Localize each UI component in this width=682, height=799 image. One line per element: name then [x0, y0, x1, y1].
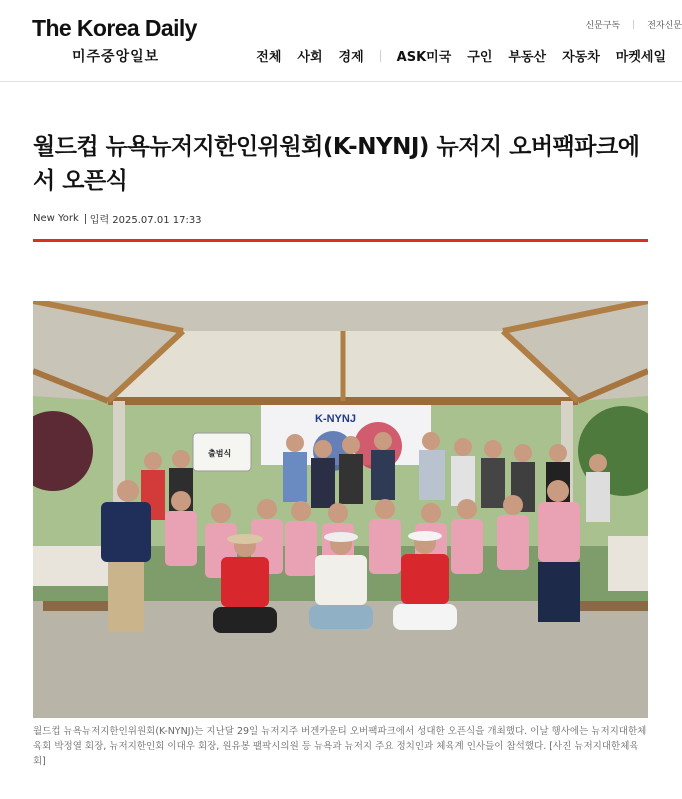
picnic-table	[608, 536, 648, 591]
article-published: 입력 2025.07.01 17:33	[89, 215, 202, 226]
nav-item-ask[interactable]: ASK미국	[396, 50, 452, 65]
group-photo-illustration	[33, 301, 648, 718]
nav-item-real-estate[interactable]: 부동산	[508, 50, 547, 65]
subscribe-link[interactable]: 신문구독	[585, 21, 621, 31]
article-location: New York	[33, 213, 79, 224]
utility-links	[585, 18, 682, 31]
article-meta	[33, 211, 202, 226]
main-nav	[256, 46, 666, 65]
placard-text: 출범식	[208, 449, 232, 458]
site-logo[interactable]: The Korea Daily	[32, 15, 197, 41]
site-logo-korean[interactable]: 미주중앙일보	[72, 49, 160, 65]
nav-item-all[interactable]: 전체	[256, 50, 282, 65]
utility-divider	[633, 20, 634, 29]
article-title: 월드컵 뉴욕뉴저지한인위원회(K-NYNJ) 뉴저지 오버팩파크에서 오픈식	[33, 134, 640, 194]
nav-item-society[interactable]: 사회	[297, 50, 323, 65]
nav-item-economy[interactable]: 경제	[338, 50, 364, 65]
banner-text: K-NYNJ	[315, 413, 356, 425]
meta-divider	[85, 214, 86, 224]
nav-item-autos[interactable]: 자동차	[562, 50, 600, 65]
article-photo[interactable]	[33, 301, 648, 718]
photo-caption: 월드컵 뉴욕뉴저지한인위원회(K-NYNJ)는 지난달 29일 뉴저지주 버겐카운티 오버팩파크에서 성대한 오픈식을 개최했다. 이날 행사에는 뉴저지대한체육회 박정열 회장, 뉴저지한인회 이대우 회장, 원유봉 팰팍시의원 등 뉴욕과 뉴저지 주요 정치인과 체육계 인사들이 참석했다. [사진 뉴저지대한체육회]	[33, 726, 647, 767]
bench	[578, 601, 648, 611]
site-header	[0, 0, 682, 82]
nav-item-jobs[interactable]: 구인	[467, 50, 493, 65]
nav-divider	[380, 50, 381, 62]
title-underline	[33, 239, 648, 242]
nav-item-market-sale[interactable]: 마켓세일	[615, 50, 666, 65]
e-paper-link[interactable]: 전자신문	[647, 21, 682, 31]
front-row	[213, 531, 457, 633]
